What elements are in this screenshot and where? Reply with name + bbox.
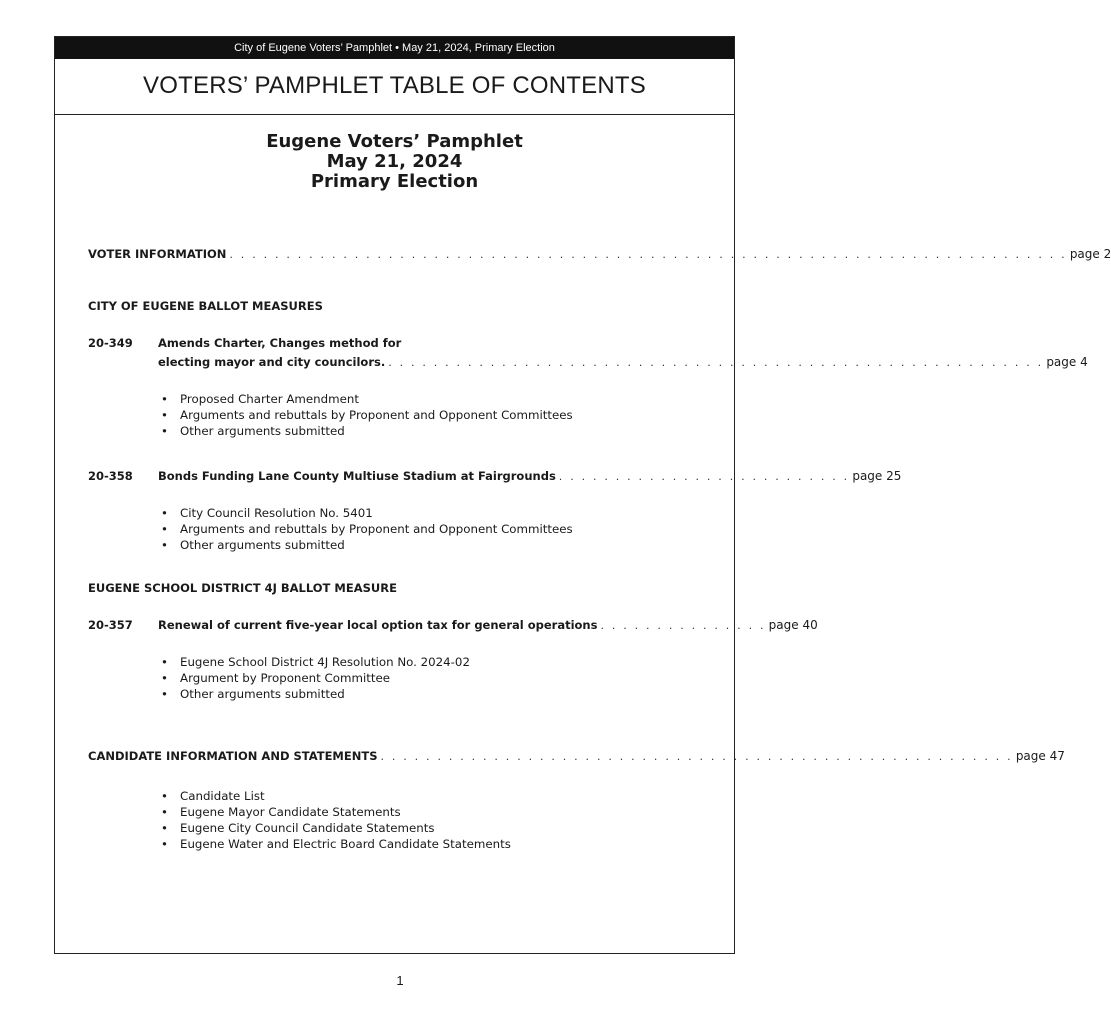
toc-title: VOTERS’ PAMPHLET TABLE OF CONTENTS — [55, 59, 734, 115]
toc-entry-measure-20-358[interactable] — [88, 468, 902, 484]
toc-body — [88, 37, 1111, 953]
list-item: • Eugene School District 4J Resolution No. 2024-02 — [161, 655, 470, 669]
document-title-line-1: Eugene Voters’ Pamphlet — [266, 131, 523, 152]
entry-page: page 2 — [1069, 247, 1111, 261]
entry-page: page 4 — [1046, 355, 1088, 369]
dot-leader: . . . . . . . . . . . . . . . — [600, 619, 766, 632]
list-item: • Candidate List — [161, 789, 265, 803]
measure-number: 20-358 — [88, 469, 133, 483]
toc-entry-measure-20-357[interactable] — [88, 617, 818, 633]
list-item: • Eugene City Council Candidate Statements — [161, 821, 435, 835]
toc-entry-measure-20-349[interactable] — [88, 335, 694, 351]
measure-number: 20-357 — [88, 618, 133, 632]
page-frame — [54, 36, 1111, 954]
bullet-list-20-357 — [158, 654, 470, 702]
list-item: • Other arguments submitted — [161, 538, 345, 552]
dot-leader: . . . . . . . . . . . . . . . . . . . . . . . . . . . . . . . . . . . . . . . . . . . . . . . . . . . . . . . . — [380, 750, 1013, 763]
header-banner: City of Eugene Voters’ Pamphlet • May 21, 2024, Primary Election — [55, 37, 734, 59]
list-item: • Eugene Mayor Candidate Statements — [161, 805, 401, 819]
bullet-list-20-358 — [158, 505, 573, 553]
section-heading-city: CITY OF EUGENE BALLOT MEASURES — [88, 299, 323, 313]
list-item: • Arguments and rebuttals by Proponent and Opponent Committees — [161, 408, 573, 422]
dot-leader: . . . . . . . . . . . . . . . . . . . . . . . . . . . . . . . . . . . . . . . . . . . . . . . . . . . . . . . . . . — [388, 356, 1044, 369]
section-heading-school-district: EUGENE SCHOOL DISTRICT 4J BALLOT MEASURE — [88, 581, 397, 595]
dot-leader: . . . . . . . . . . . . . . . . . . . . . . . . . . . . . . . . . . . . . . . . . . . . . . . . . . . . . . . . . . . . . . . . . . . . . . . . . . — [229, 248, 1067, 261]
toc-entry-candidate-information[interactable] — [88, 748, 1065, 764]
list-item: • Eugene Water and Electric Board Candidate Statements — [161, 837, 511, 851]
list-item: • City Council Resolution No. 5401 — [161, 506, 373, 520]
measure-title: Renewal of current five-year local option tax for general operations — [158, 618, 598, 632]
toc-entry-measure-20-349-line-2[interactable] — [88, 354, 1088, 370]
list-item: • Proposed Charter Amendment — [161, 392, 359, 406]
list-item: • Arguments and rebuttals by Proponent and Opponent Committees — [161, 522, 573, 536]
document-title-line-3: Primary Election — [310, 171, 479, 192]
list-item: • Argument by Proponent Committee — [161, 671, 390, 685]
entry-page: page 25 — [852, 469, 902, 483]
measure-title: electing mayor and city councilors. — [158, 355, 386, 369]
bullet-list-20-349 — [158, 391, 573, 439]
measure-title: Bonds Funding Lane County Multiuse Stadium at Fairgrounds — [158, 469, 556, 483]
toc-entry-voter-information[interactable] — [88, 246, 1111, 262]
bullet-list-candidates — [158, 788, 511, 852]
measure-number: 20-349 — [88, 336, 133, 350]
page-number: 1 — [396, 973, 404, 988]
entry-label: VOTER INFORMATION — [88, 247, 227, 261]
list-item: • Other arguments submitted — [161, 424, 345, 438]
document-title-line-2: May 21, 2024 — [326, 151, 463, 172]
measure-title: Amends Charter, Changes method for — [158, 336, 402, 350]
entry-page: page 40 — [768, 618, 818, 632]
entry-page: page 47 — [1015, 749, 1065, 763]
list-item: • Other arguments submitted — [161, 687, 345, 701]
entry-label: CANDIDATE INFORMATION AND STATEMENTS — [88, 749, 378, 763]
dot-leader: . . . . . . . . . . . . . . . . . . . . . . . . . . — [558, 470, 850, 483]
